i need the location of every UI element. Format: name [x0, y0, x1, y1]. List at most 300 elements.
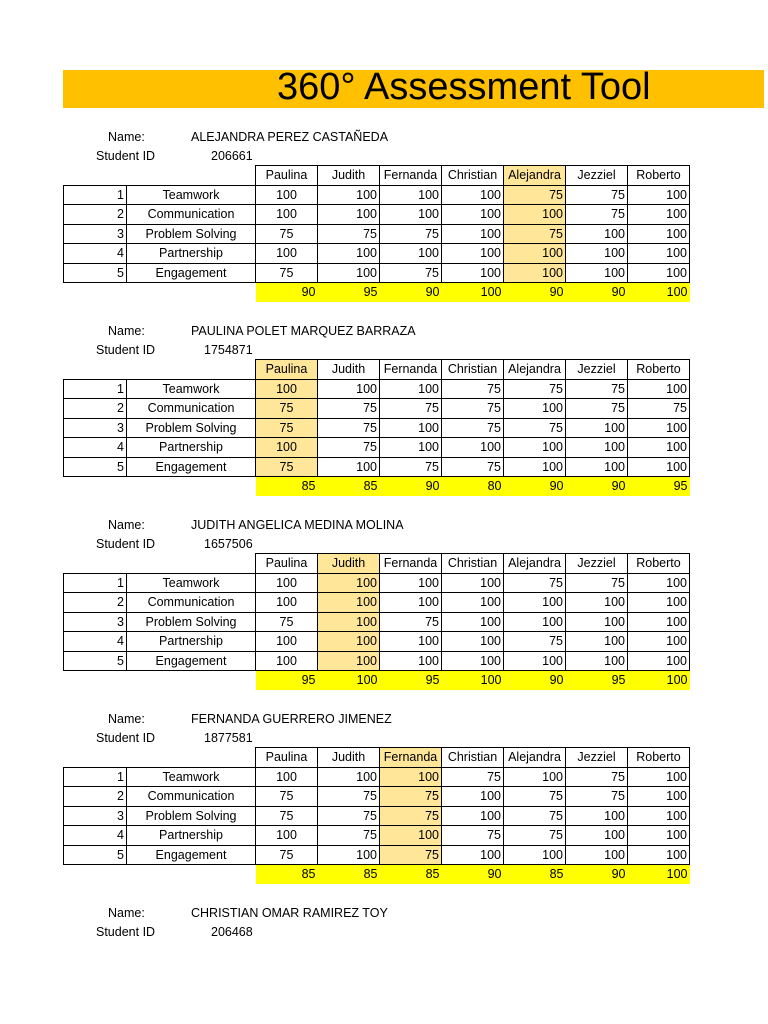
score-cell: 75	[380, 787, 442, 807]
score-cell: 100	[504, 399, 566, 419]
total-cell: 100	[628, 865, 690, 884]
assessment-table	[63, 747, 690, 884]
score-cell: 100	[504, 244, 566, 264]
score-cell: 100	[628, 767, 690, 787]
score-cell: 75	[566, 573, 628, 593]
total-cell: 95	[318, 283, 380, 302]
score-cell: 100	[566, 593, 628, 613]
student-name: ALEJANDRA PEREZ CASTAÑEDA	[191, 130, 389, 144]
score-cell: 100	[504, 205, 566, 225]
score-cell: 100	[318, 205, 380, 225]
blank-cell	[64, 360, 127, 380]
criterion-row	[64, 573, 690, 593]
score-cell: 100	[628, 632, 690, 652]
column-header: Judith	[318, 166, 380, 186]
score-cell: 100	[504, 593, 566, 613]
score-cell: 100	[318, 573, 380, 593]
blank-cell	[127, 166, 256, 186]
criterion-number: 1	[64, 185, 127, 205]
score-cell: 100	[256, 651, 318, 671]
score-cell: 100	[380, 205, 442, 225]
blank-cell	[64, 554, 127, 574]
criterion-number: 1	[64, 379, 127, 399]
column-header: Alejandra	[504, 360, 566, 380]
score-cell: 100	[318, 767, 380, 787]
score-cell: 75	[256, 845, 318, 865]
score-cell: 100	[380, 767, 442, 787]
column-header: Paulina	[256, 554, 318, 574]
score-cell: 75	[256, 399, 318, 419]
criterion-number: 3	[64, 418, 127, 438]
total-cell: 95	[256, 671, 318, 690]
score-cell: 75	[442, 379, 504, 399]
score-cell: 75	[318, 787, 380, 807]
column-header: Christian	[442, 166, 504, 186]
column-header: Paulina	[256, 166, 318, 186]
column-header: Fernanda	[380, 554, 442, 574]
total-cell: 90	[256, 283, 318, 302]
criterion-row	[64, 244, 690, 264]
score-cell: 100	[380, 826, 442, 846]
score-cell: 75	[442, 399, 504, 419]
blank-cell	[64, 748, 127, 768]
score-cell: 75	[566, 379, 628, 399]
score-cell: 100	[628, 845, 690, 865]
criterion-label: Teamwork	[127, 379, 256, 399]
criterion-label: Communication	[127, 205, 256, 225]
score-cell: 75	[504, 418, 566, 438]
criterion-number: 5	[64, 263, 127, 283]
score-cell: 75	[380, 806, 442, 826]
column-header: Judith	[318, 748, 380, 768]
totals-row	[64, 671, 690, 690]
criterion-label: Partnership	[127, 438, 256, 458]
student-id-value: 1754871	[204, 343, 253, 357]
score-cell: 100	[628, 457, 690, 477]
score-cell: 100	[442, 806, 504, 826]
score-cell: 100	[442, 205, 504, 225]
name-label: Name:	[108, 906, 145, 920]
criterion-row	[64, 263, 690, 283]
score-cell: 75	[256, 418, 318, 438]
score-cell: 75	[256, 787, 318, 807]
score-cell: 75	[442, 418, 504, 438]
score-cell: 100	[566, 651, 628, 671]
score-cell: 100	[442, 573, 504, 593]
column-header: Jezziel	[566, 166, 628, 186]
score-cell: 75	[504, 806, 566, 826]
totals-row	[64, 477, 690, 496]
criterion-row	[64, 457, 690, 477]
criterion-label: Teamwork	[127, 573, 256, 593]
criterion-row	[64, 418, 690, 438]
blank-cell	[127, 748, 256, 768]
score-cell: 100	[566, 612, 628, 632]
score-cell: 75	[318, 418, 380, 438]
column-header: Christian	[442, 554, 504, 574]
total-cell: 90	[504, 671, 566, 690]
column-header: Paulina	[256, 360, 318, 380]
column-header: Roberto	[628, 554, 690, 574]
name-label: Name:	[108, 712, 145, 726]
total-cell: 85	[256, 477, 318, 496]
score-cell: 75	[504, 632, 566, 652]
score-cell: 100	[566, 845, 628, 865]
score-cell: 100	[504, 845, 566, 865]
total-cell: 100	[628, 283, 690, 302]
score-cell: 100	[566, 244, 628, 264]
score-cell: 100	[628, 185, 690, 205]
score-cell: 100	[628, 418, 690, 438]
score-cell: 100	[380, 244, 442, 264]
score-cell: 100	[442, 438, 504, 458]
assessment-table	[63, 165, 690, 302]
column-header: Alejandra	[504, 554, 566, 574]
score-cell: 100	[566, 418, 628, 438]
score-cell: 75	[566, 399, 628, 419]
score-cell: 100	[256, 185, 318, 205]
score-cell: 100	[628, 651, 690, 671]
criterion-number: 3	[64, 806, 127, 826]
score-cell: 75	[442, 767, 504, 787]
score-cell: 75	[566, 185, 628, 205]
score-cell: 75	[380, 612, 442, 632]
criterion-row	[64, 438, 690, 458]
blank-cell	[64, 865, 127, 884]
score-cell: 100	[628, 593, 690, 613]
criterion-row	[64, 787, 690, 807]
score-cell: 100	[318, 379, 380, 399]
page-title: 360° Assessment Tool	[277, 66, 651, 108]
criterion-number: 5	[64, 457, 127, 477]
criterion-number: 2	[64, 787, 127, 807]
total-cell: 90	[380, 283, 442, 302]
score-cell: 75	[256, 612, 318, 632]
student-id-label: Student ID	[96, 925, 156, 939]
score-cell: 100	[256, 438, 318, 458]
score-cell: 75	[318, 224, 380, 244]
score-cell: 100	[256, 826, 318, 846]
column-header: Christian	[442, 748, 504, 768]
column-header: Christian	[442, 360, 504, 380]
name-label: Name:	[108, 518, 145, 532]
score-cell: 100	[628, 244, 690, 264]
blank-cell	[64, 477, 127, 496]
score-cell: 100	[256, 593, 318, 613]
header-row	[64, 360, 690, 380]
criterion-label: Communication	[127, 787, 256, 807]
score-cell: 75	[504, 787, 566, 807]
score-cell: 100	[256, 379, 318, 399]
totals-row	[64, 865, 690, 884]
score-cell: 100	[256, 632, 318, 652]
score-cell: 100	[256, 767, 318, 787]
score-cell: 100	[628, 612, 690, 632]
column-header: Judith	[318, 554, 380, 574]
total-cell: 95	[566, 671, 628, 690]
blank-cell	[127, 360, 256, 380]
column-header: Jezziel	[566, 554, 628, 574]
column-header: Jezziel	[566, 748, 628, 768]
score-cell: 100	[628, 826, 690, 846]
score-cell: 100	[442, 185, 504, 205]
criterion-label: Problem Solving	[127, 612, 256, 632]
score-cell: 100	[318, 244, 380, 264]
score-cell: 75	[318, 806, 380, 826]
criterion-number: 4	[64, 438, 127, 458]
score-cell: 75	[442, 826, 504, 846]
score-cell: 100	[380, 438, 442, 458]
criterion-label: Partnership	[127, 244, 256, 264]
score-cell: 100	[380, 185, 442, 205]
criterion-number: 3	[64, 612, 127, 632]
criterion-label: Communication	[127, 593, 256, 613]
criterion-number: 3	[64, 224, 127, 244]
score-cell: 75	[566, 787, 628, 807]
total-cell: 85	[318, 865, 380, 884]
blank-cell	[64, 671, 127, 690]
column-header: Fernanda	[380, 166, 442, 186]
score-cell: 100	[380, 651, 442, 671]
total-cell: 85	[504, 865, 566, 884]
criterion-number: 5	[64, 845, 127, 865]
score-cell: 75	[380, 263, 442, 283]
score-cell: 75	[380, 845, 442, 865]
column-header: Fernanda	[380, 748, 442, 768]
score-cell: 100	[318, 185, 380, 205]
score-cell: 75	[504, 379, 566, 399]
score-cell: 100	[628, 205, 690, 225]
score-cell: 100	[442, 632, 504, 652]
total-cell: 85	[256, 865, 318, 884]
score-cell: 100	[380, 632, 442, 652]
student-id-value: 206661	[211, 149, 253, 163]
column-header: Alejandra	[504, 166, 566, 186]
column-header: Roberto	[628, 166, 690, 186]
student-name: FERNANDA GUERRERO JIMENEZ	[191, 712, 392, 726]
column-header: Paulina	[256, 748, 318, 768]
total-cell: 100	[442, 671, 504, 690]
column-header: Jezziel	[566, 360, 628, 380]
blank-cell	[64, 166, 127, 186]
criterion-row	[64, 845, 690, 865]
score-cell: 100	[504, 767, 566, 787]
assessment-table	[63, 359, 690, 496]
total-cell: 100	[442, 283, 504, 302]
header-row	[64, 554, 690, 574]
criterion-row	[64, 632, 690, 652]
column-header: Alejandra	[504, 748, 566, 768]
score-cell: 75	[566, 205, 628, 225]
score-cell: 100	[442, 593, 504, 613]
score-cell: 100	[256, 573, 318, 593]
score-cell: 75	[628, 399, 690, 419]
score-cell: 75	[256, 224, 318, 244]
student-name: JUDITH ANGELICA MEDINA MOLINA	[191, 518, 404, 532]
student-id-value: 1877581	[204, 731, 253, 745]
score-cell: 100	[380, 379, 442, 399]
student-id-label: Student ID	[96, 731, 156, 745]
total-cell: 80	[442, 477, 504, 496]
score-cell: 100	[442, 651, 504, 671]
score-cell: 100	[318, 845, 380, 865]
score-cell: 100	[318, 632, 380, 652]
student-id-value: 206468	[211, 925, 253, 939]
score-cell: 100	[628, 379, 690, 399]
score-cell: 100	[628, 787, 690, 807]
score-cell: 100	[504, 612, 566, 632]
score-cell: 100	[566, 632, 628, 652]
criterion-label: Teamwork	[127, 185, 256, 205]
criterion-row	[64, 806, 690, 826]
score-cell: 100	[318, 263, 380, 283]
total-cell: 90	[566, 477, 628, 496]
criterion-number: 2	[64, 399, 127, 419]
score-cell: 100	[442, 787, 504, 807]
student-name: CHRISTIAN OMAR RAMIREZ TOY	[191, 906, 388, 920]
total-cell: 90	[504, 477, 566, 496]
score-cell: 75	[380, 457, 442, 477]
total-cell: 90	[566, 865, 628, 884]
criterion-label: Teamwork	[127, 767, 256, 787]
total-cell: 85	[318, 477, 380, 496]
column-header: Roberto	[628, 360, 690, 380]
score-cell: 100	[504, 438, 566, 458]
criterion-row	[64, 205, 690, 225]
score-cell: 75	[504, 224, 566, 244]
criterion-number: 4	[64, 244, 127, 264]
header-row	[64, 166, 690, 186]
criterion-number: 1	[64, 767, 127, 787]
score-cell: 100	[380, 573, 442, 593]
criterion-number: 2	[64, 593, 127, 613]
score-cell: 100	[442, 244, 504, 264]
criterion-number: 2	[64, 205, 127, 225]
score-cell: 100	[442, 224, 504, 244]
criterion-label: Problem Solving	[127, 418, 256, 438]
criterion-row	[64, 399, 690, 419]
total-cell: 90	[380, 477, 442, 496]
score-cell: 100	[442, 263, 504, 283]
criterion-label: Problem Solving	[127, 806, 256, 826]
assessment-table	[63, 553, 690, 690]
criterion-row	[64, 826, 690, 846]
score-cell: 100	[628, 263, 690, 283]
score-cell: 100	[504, 651, 566, 671]
blank-cell	[64, 283, 127, 302]
student-id-label: Student ID	[96, 343, 156, 357]
score-cell: 75	[318, 399, 380, 419]
column-header: Fernanda	[380, 360, 442, 380]
score-cell: 100	[442, 612, 504, 632]
score-cell: 75	[256, 806, 318, 826]
criterion-number: 4	[64, 826, 127, 846]
score-cell: 100	[256, 205, 318, 225]
score-cell: 75	[256, 263, 318, 283]
criterion-label: Engagement	[127, 845, 256, 865]
totals-row	[64, 283, 690, 302]
score-cell: 75	[380, 224, 442, 244]
blank-cell	[127, 865, 256, 884]
score-cell: 100	[566, 438, 628, 458]
score-cell: 75	[318, 826, 380, 846]
criterion-number: 1	[64, 573, 127, 593]
criterion-label: Partnership	[127, 632, 256, 652]
blank-cell	[127, 283, 256, 302]
score-cell: 75	[442, 457, 504, 477]
score-cell: 75	[504, 573, 566, 593]
student-id-value: 1657506	[204, 537, 253, 551]
criterion-label: Communication	[127, 399, 256, 419]
criterion-number: 5	[64, 651, 127, 671]
score-cell: 75	[256, 457, 318, 477]
total-cell: 90	[504, 283, 566, 302]
score-cell: 75	[504, 826, 566, 846]
score-cell: 100	[318, 612, 380, 632]
score-cell: 100	[504, 457, 566, 477]
student-id-label: Student ID	[96, 149, 156, 163]
blank-cell	[127, 554, 256, 574]
score-cell: 100	[628, 806, 690, 826]
criterion-row	[64, 651, 690, 671]
criterion-row	[64, 185, 690, 205]
total-cell: 90	[566, 283, 628, 302]
score-cell: 100	[628, 224, 690, 244]
score-cell: 75	[380, 399, 442, 419]
student-id-label: Student ID	[96, 537, 156, 551]
score-cell: 75	[504, 185, 566, 205]
column-header: Judith	[318, 360, 380, 380]
criterion-number: 4	[64, 632, 127, 652]
criterion-row	[64, 767, 690, 787]
total-cell: 95	[628, 477, 690, 496]
score-cell: 100	[318, 651, 380, 671]
student-name: PAULINA POLET MARQUEZ BARRAZA	[191, 324, 416, 338]
criterion-row	[64, 612, 690, 632]
criterion-label: Engagement	[127, 457, 256, 477]
criterion-label: Problem Solving	[127, 224, 256, 244]
total-cell: 95	[380, 671, 442, 690]
score-cell: 100	[504, 263, 566, 283]
header-row	[64, 748, 690, 768]
score-cell: 100	[566, 263, 628, 283]
criterion-row	[64, 224, 690, 244]
score-cell: 100	[442, 845, 504, 865]
score-cell: 100	[628, 438, 690, 458]
criterion-label: Engagement	[127, 651, 256, 671]
name-label: Name:	[108, 130, 145, 144]
criterion-row	[64, 379, 690, 399]
score-cell: 100	[628, 573, 690, 593]
score-cell: 100	[566, 457, 628, 477]
total-cell: 85	[380, 865, 442, 884]
blank-cell	[127, 671, 256, 690]
score-cell: 100	[566, 826, 628, 846]
criterion-row	[64, 593, 690, 613]
total-cell: 90	[442, 865, 504, 884]
score-cell: 100	[318, 593, 380, 613]
score-cell: 100	[256, 244, 318, 264]
score-cell: 75	[566, 767, 628, 787]
score-cell: 100	[566, 806, 628, 826]
score-cell: 100	[380, 593, 442, 613]
total-cell: 100	[628, 671, 690, 690]
score-cell: 100	[380, 418, 442, 438]
criterion-label: Partnership	[127, 826, 256, 846]
column-header: Roberto	[628, 748, 690, 768]
score-cell: 75	[318, 438, 380, 458]
total-cell: 100	[318, 671, 380, 690]
